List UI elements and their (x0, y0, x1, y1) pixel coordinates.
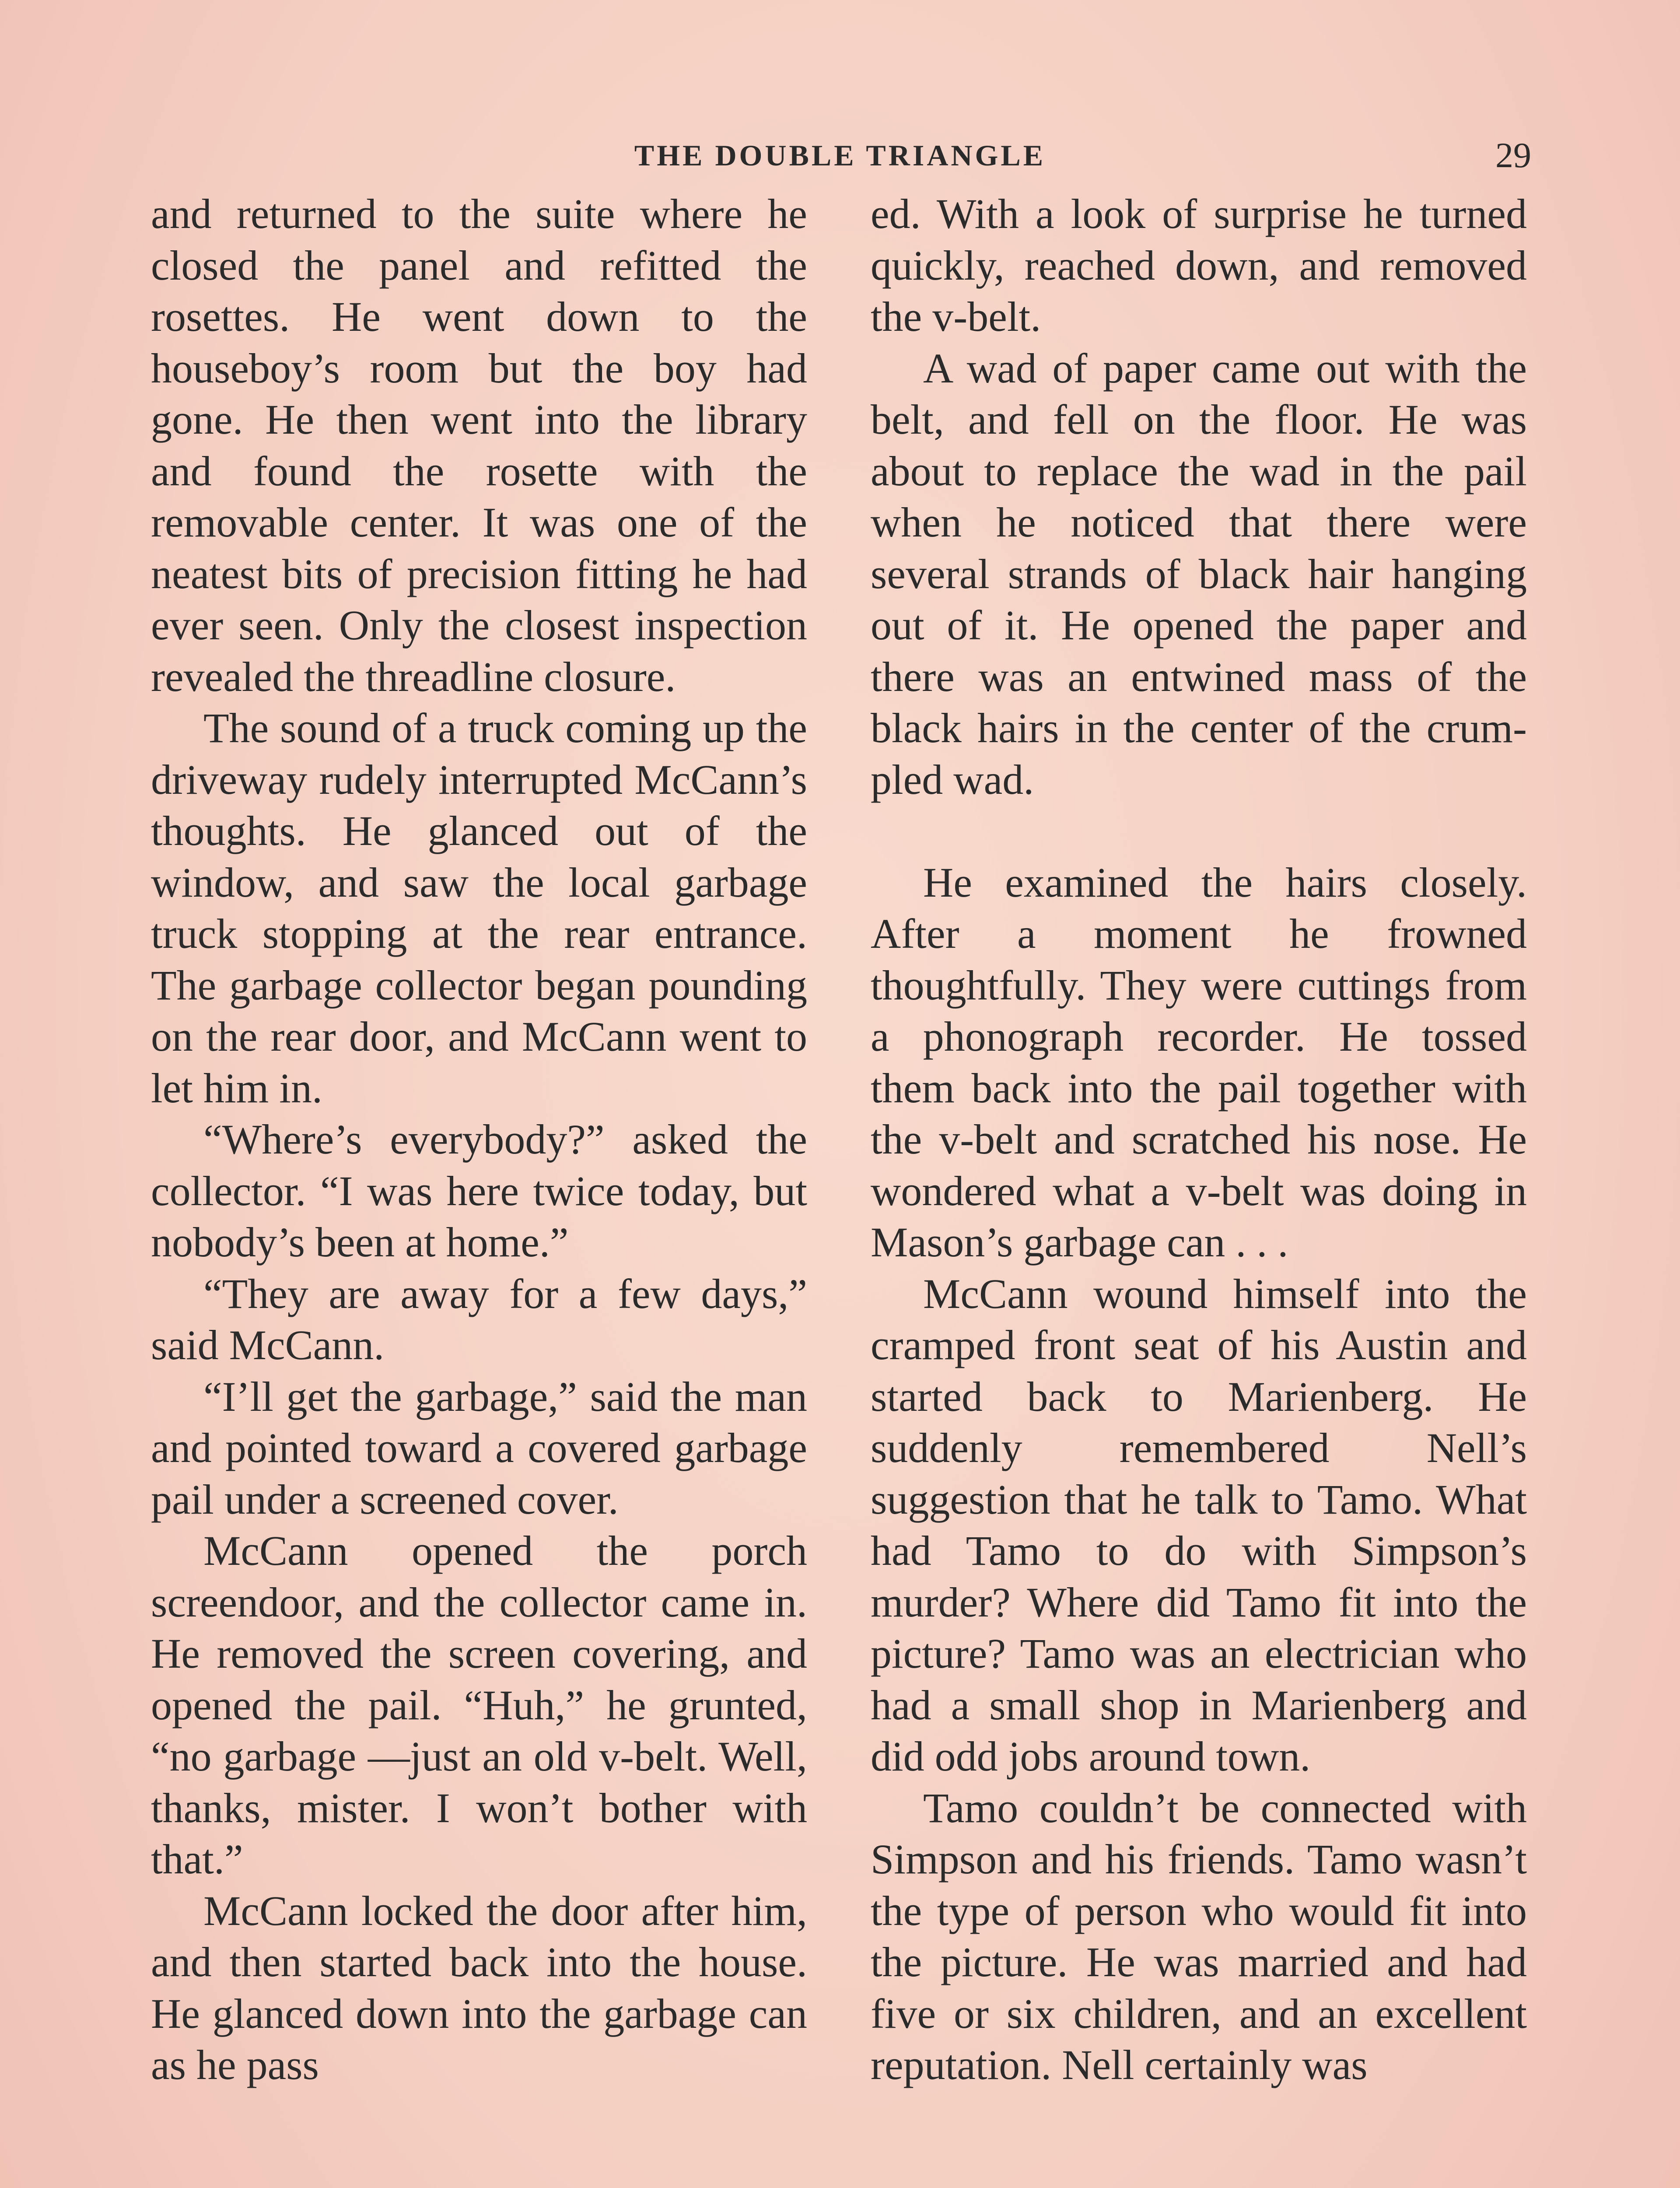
paragraph: A wad of paper came out with the belt, and fell on the floor. He was about to replace the wad in the pail when he noticed that there were several strands of black hair hanging out of it. He opened the paper and there was an entwined mass of the black hairs in the center of the crumpled wad. (871, 344, 1527, 803)
paragraph: McCann locked the door after him, and then started back into the house. He glanced down into the garbage can as he pass (151, 1887, 807, 2088)
paragraph: ed. With a look of surprise he turned quickly, reached down, and removed the v-belt. (871, 190, 1527, 340)
right-column (871, 188, 1527, 2188)
paragraph: The sound of a truck coming up the driveway rudely interrupted McCann’s thoughts. He glanced out of the window, and saw the local garbage truck stopping at the rear entrance. The garbage collector began pounding on the rear door, and McCann went to let him in. (151, 705, 807, 1112)
left-column (151, 188, 807, 2188)
paragraph: “I’ll get the garbage,” said the man and pointed toward a covered garbage pail under a screened cover. (151, 1373, 807, 1523)
section-break (871, 805, 1527, 857)
paragraph: He examined the hairs closely. After a moment he frowned thoughtfully. They were cuttings from a phonograph recorder. He tossed them back into the pail together with the v-belt and scratched his nose. He wondered what a v-belt was doing in Mason’s garbage can . . . (871, 859, 1527, 1266)
paragraph: “They are away for a few days,” said McCann. (151, 1270, 807, 1368)
page-number: 29 (1495, 135, 1531, 175)
paragraph: McCann opened the porch screendoor, and the collector came in. He removed the screen covering, and opened the pail. “Huh,” he grunted, “no garbage —just an old v-belt. Well, thanks, mister. I won’t bother with that.” (151, 1527, 807, 1883)
paragraph: Tamo couldn’t be connected with Simpson and his friends. Tamo wasn’t the type of person who would fit into the picture. He was married and had five or six children, and an excellent reputation. Nell certainly was (871, 1784, 1527, 2088)
paragraph: McCann wound himself into the cramped front seat of his Austin and started back to Marienberg. He suddenly remembered Nell’s suggestion that he talk to Tamo. What had Tamo to do with Simpson’s murder? Where did Tamo fit into the picture? Tamo was an electrician who had a small shop in Marienberg and did odd jobs around town. (871, 1270, 1527, 1780)
running-title: THE DOUBLE TRIANGLE (634, 139, 1046, 172)
paragraph: “Where’s everybody?” asked the collector. “I was here twice today, but nobody’s been at home.” (151, 1116, 807, 1266)
paragraph: and returned to the suite where he closed the panel and refitted the rosettes. He went down to the houseboy’s room but the boy had gone. He then went into the library and found the rosette with the removable center. It was one of the neatest bits of precision fitting he had ever seen. Only the closest inspection revealed the threadline closure. (151, 190, 807, 700)
page-header (149, 136, 1531, 175)
